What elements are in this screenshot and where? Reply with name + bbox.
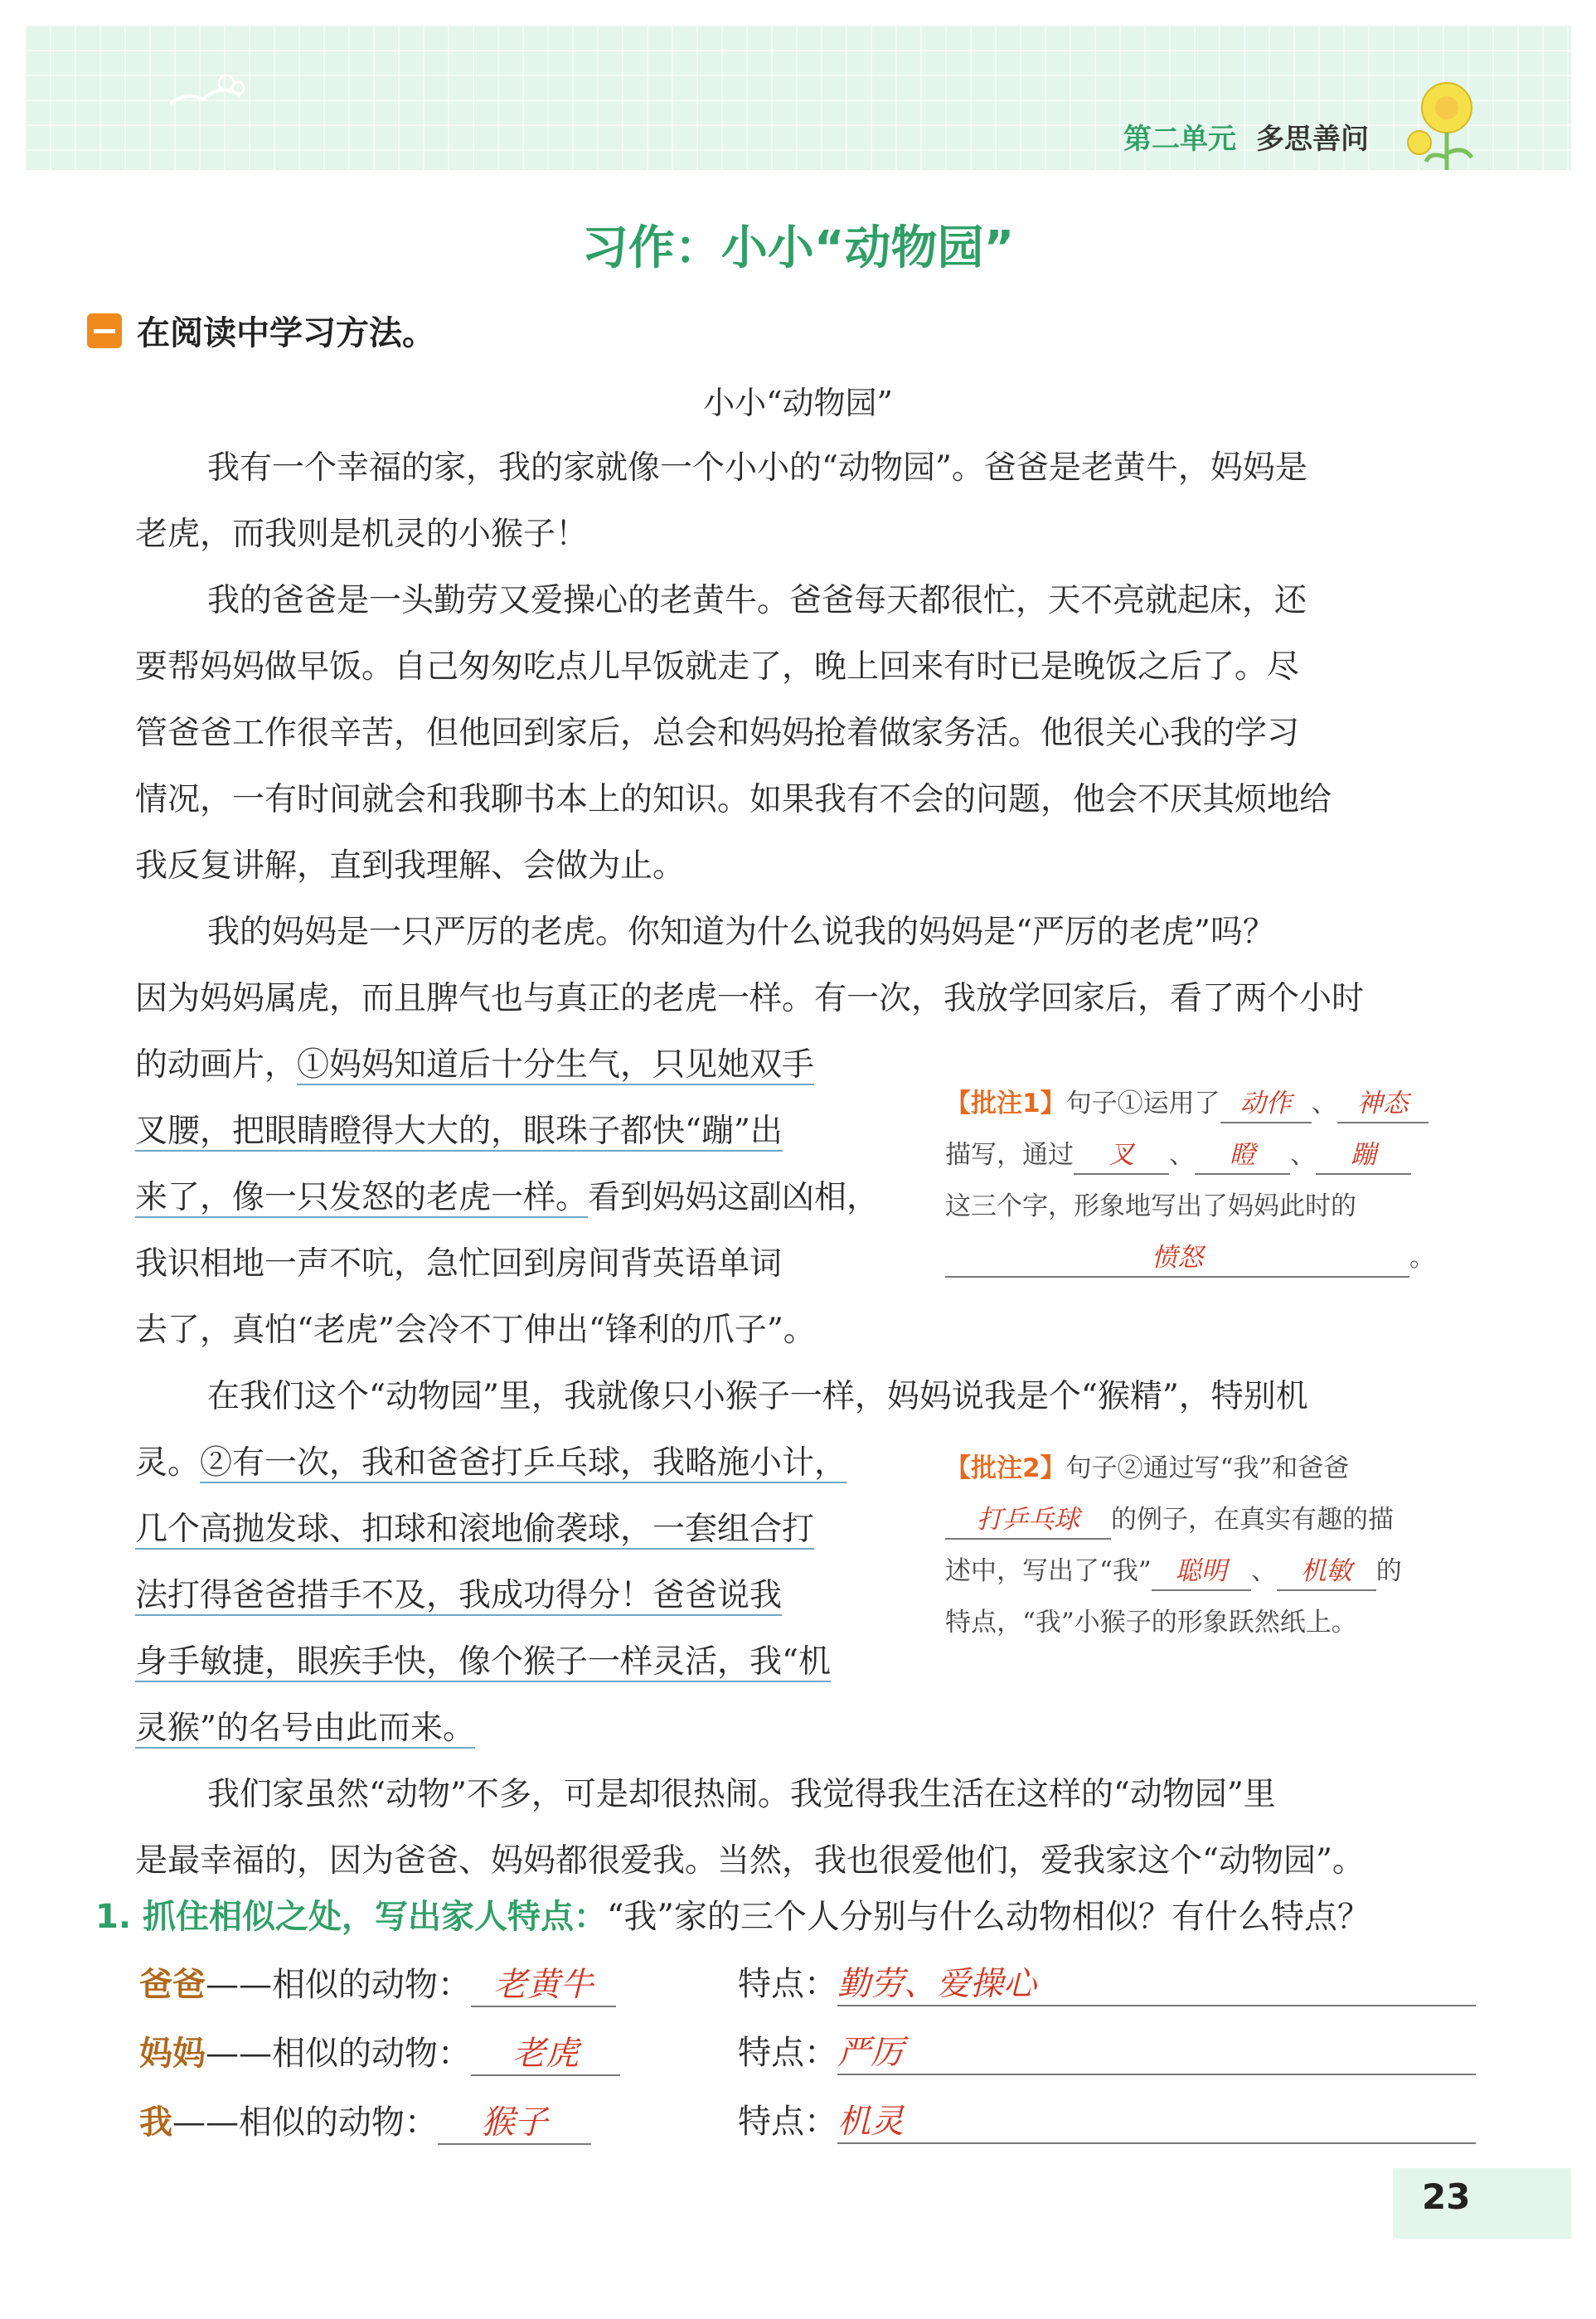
essay-line bbox=[135, 1430, 847, 1497]
annotation-text: 、 bbox=[1290, 1140, 1316, 1170]
annotation-2-line4: 特点，“我”小猴子的形象跃然纸上。 bbox=[945, 1608, 1357, 1637]
annotation-text: 句子②通过写“我”和爸爸 bbox=[1065, 1453, 1350, 1483]
similar-label: ——相似的动物： bbox=[172, 2103, 438, 2142]
essay-line: 老虎，而我则是机灵的小猴子！ bbox=[135, 516, 589, 553]
annotation-2-line1 bbox=[945, 1443, 1459, 1494]
essay-line: 我反复讲解，直到我理解、会做为止。 bbox=[135, 847, 686, 885]
essay-line: 我识相地一声不吭，急忙回到房间背英语单词 bbox=[135, 1245, 783, 1283]
answer-blank: 打乒乓球 bbox=[945, 1502, 1111, 1540]
question-text: “我”家的三个人分别与什么动物相似？有什么特点？ bbox=[606, 1898, 1370, 1936]
annotation-text: 述中，写出了“我” bbox=[945, 1556, 1152, 1586]
feature-answer: 机灵 bbox=[837, 2101, 1476, 2144]
essay-title: 小小“动物园” bbox=[703, 385, 893, 421]
annotation-text: 、 bbox=[1311, 1089, 1337, 1118]
essay-line: 去了，真怕“老虎”会冷不丁伸出“锋利的爪子”。 bbox=[135, 1312, 816, 1349]
annotation-1-line2 bbox=[945, 1129, 1459, 1181]
underlined-sentence-2: 灵猴”的名号由此而来。 bbox=[135, 1710, 475, 1747]
answer-blank: 愤怒 bbox=[945, 1240, 1409, 1278]
essay-line bbox=[135, 1099, 783, 1165]
annotation-2-line3 bbox=[945, 1545, 1459, 1597]
feature-label: 特点： bbox=[738, 1965, 837, 2003]
feature-label: 特点： bbox=[738, 2034, 837, 2072]
essay-line: 我的妈妈是一只严厉的老虎。你知道为什么说我的妈妈是“严厉的老虎”吗？ bbox=[207, 914, 1275, 951]
essay-line: 要帮妈妈做早饭。自己匆匆吃点儿早饭就走了，晚上回来有时已是晚饭之后了。尽 bbox=[135, 648, 1300, 686]
feature-answer: 严厉 bbox=[837, 2032, 1476, 2075]
feature-answer: 勤劳、爱操心 bbox=[837, 1963, 1476, 2006]
question-head: 1. 抓住相似之处，写出家人特点： bbox=[95, 1898, 607, 1936]
annotation-text: 的 bbox=[1375, 1556, 1402, 1586]
dash-badge-icon bbox=[87, 313, 122, 348]
essay-line: 我的爸爸是一头勤劳又爱操心的老黄牛。爸爸每天都很忙，天不亮就起床，还 bbox=[207, 582, 1307, 619]
underlined-sentence-2: ②有一次，我和爸爸打乒乓球，我略施小计， bbox=[200, 1444, 847, 1482]
essay-line bbox=[135, 1563, 782, 1629]
essay-line: 管爸爸工作很辛苦，但他回到家后，总会和妈妈抢着做家务活。他很关心我的学习 bbox=[135, 715, 1300, 752]
animal-answer: 老黄牛 bbox=[471, 1964, 616, 2007]
annotation-1-line4 bbox=[945, 1232, 1459, 1283]
animal-answer: 老虎 bbox=[471, 2033, 620, 2076]
essay-text: 的动画片， bbox=[135, 1046, 298, 1084]
underlined-sentence-2: 几个高抛发球、扣球和滚地偷袭球，一套组合打 bbox=[135, 1511, 815, 1548]
annotation-text: 。 bbox=[1409, 1243, 1435, 1273]
question-1 bbox=[95, 1890, 1370, 1938]
underlined-sentence-1: ①妈妈知道后十分生气，只见她双手 bbox=[297, 1046, 815, 1084]
answer-blank: 聪明 bbox=[1152, 1553, 1251, 1591]
page-number-band bbox=[1393, 2168, 1571, 2239]
similar-label: ——相似的动物： bbox=[206, 1966, 471, 2004]
annotation-2-line2 bbox=[945, 1494, 1459, 1545]
underlined-sentence-1: 来了，像一只发怒的老虎一样。 bbox=[135, 1179, 589, 1216]
essay-line: 是最幸福的，因为爸爸、妈妈都很爱我。当然，我也很爱他们，爱我家这个“动物园”。 bbox=[135, 1842, 1365, 1880]
annotation-1 bbox=[945, 1078, 1459, 1283]
section-heading-text: 在阅读中学习方法。 bbox=[137, 314, 435, 352]
family-member: 爸爸 bbox=[139, 1966, 206, 2004]
answer-row-dad bbox=[139, 1958, 616, 2007]
answer-blank: 瞪 bbox=[1195, 1137, 1290, 1175]
annotation-1-line3: 这三个字，形象地写出了妈妈此时的 bbox=[945, 1191, 1356, 1221]
essay-line: 在我们这个“动物园”里，我就像只小猴子一样，妈妈说我是个“猴精”，特别机 bbox=[207, 1378, 1308, 1415]
essay-text: 看到妈妈这副凶相， bbox=[588, 1179, 880, 1216]
annotation-text: 、 bbox=[1169, 1140, 1195, 1170]
underlined-sentence-2: 法打得爸爸措手不及，我成功得分！爸爸说我 bbox=[135, 1577, 783, 1614]
essay-line bbox=[135, 1497, 814, 1563]
page-number: 23 bbox=[1422, 2176, 1471, 2217]
essay-line bbox=[135, 1032, 814, 1099]
essay-line bbox=[135, 1696, 475, 1762]
answer-blank: 叉 bbox=[1074, 1137, 1169, 1175]
feature-label: 特点： bbox=[738, 2103, 837, 2141]
answer-row-mom bbox=[139, 2027, 620, 2076]
essay-line: 我有一个幸福的家，我的家就像一个小小的“动物园”。爸爸是老黄牛，妈妈是 bbox=[207, 449, 1307, 487]
underlined-sentence-2: 身手敏捷，眼疾手快，像个猴子一样灵活，我“机 bbox=[135, 1643, 831, 1681]
sunflower-icon bbox=[1401, 75, 1492, 174]
section-heading bbox=[87, 307, 435, 354]
unit-label: 第二单元 bbox=[1123, 123, 1236, 156]
essay-line: 情况，一有时间就会和我聊书本上的知识。如果我有不会的问题，他会不厌其烦地给 bbox=[135, 781, 1332, 818]
similar-label: ——相似的动物： bbox=[206, 2035, 471, 2073]
underlined-sentence-1: 叉腰，把眼睛瞪得大大的，眼珠子都快“蹦”出 bbox=[135, 1113, 783, 1150]
cloud-doodle-icon bbox=[162, 66, 253, 116]
annotation-text: 句子①运用了 bbox=[1065, 1089, 1220, 1118]
annotation-text: 、 bbox=[1250, 1556, 1277, 1586]
annotation-tag: 【批注1】 bbox=[945, 1089, 1066, 1118]
annotation-text: 描写，通过 bbox=[945, 1140, 1074, 1170]
answer-row-me bbox=[139, 2096, 591, 2145]
unit-theme: 多思善问 bbox=[1256, 123, 1369, 156]
animal-answer: 猴子 bbox=[438, 2102, 591, 2145]
essay-text: 灵。 bbox=[135, 1444, 201, 1482]
family-member: 妈妈 bbox=[139, 2035, 206, 2073]
essay-line: 因为妈妈属虎，而且脾气也与真正的老虎一样。有一次，我放学回家后，看了两个小时 bbox=[135, 980, 1365, 1017]
annotation-text: 的例子，在真实有趣的描 bbox=[1111, 1505, 1394, 1535]
annotation-1-line1 bbox=[945, 1078, 1459, 1129]
page-title: 习作：小小“动物园” bbox=[581, 221, 1015, 275]
annotation-2 bbox=[945, 1443, 1459, 1648]
answer-blank: 神态 bbox=[1337, 1085, 1429, 1123]
family-member: 我 bbox=[139, 2103, 172, 2142]
annotation-tag: 【批注2】 bbox=[945, 1453, 1066, 1483]
essay-line bbox=[135, 1165, 879, 1231]
answer-blank: 机敏 bbox=[1277, 1553, 1376, 1591]
essay-line: 我们家虽然“动物”不多，可是却很热闹。我觉得我生活在这样的“动物园”里 bbox=[207, 1776, 1276, 1813]
answer-blank: 蹦 bbox=[1316, 1137, 1411, 1175]
essay-line bbox=[135, 1629, 831, 1696]
answer-blank: 动作 bbox=[1220, 1085, 1312, 1123]
